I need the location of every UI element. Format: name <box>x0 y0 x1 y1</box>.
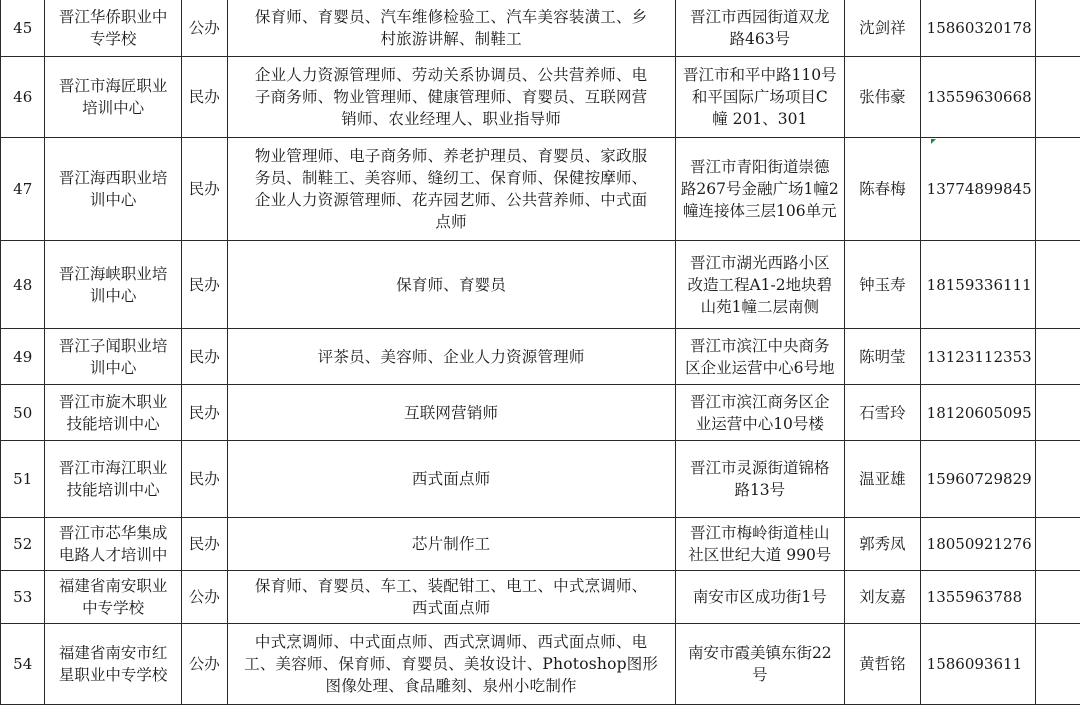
phone-cell[interactable]: 1586093611 <box>920 624 1035 705</box>
training-services-cell[interactable] <box>227 57 675 138</box>
institution-name-cell-line: 晋江子闻职业培 <box>58 336 168 355</box>
institution-name-cell[interactable] <box>45 329 181 385</box>
school-type-cell[interactable]: 公办 <box>181 624 227 705</box>
phone-cell[interactable]: 13559630668 <box>920 57 1035 138</box>
institution-name-cell[interactable] <box>45 138 181 241</box>
institution-name-cell-line: 技能培训中心 <box>66 481 160 499</box>
address-cell-line: 改造工程A1-2地块碧 <box>687 275 833 294</box>
training-services-cell-line: 中式烹调师、中式面点师、西式烹调师、西式面点师、电 <box>254 633 648 651</box>
institution-name-cell[interactable] <box>45 57 181 138</box>
row-number-cell[interactable]: 49 <box>1 329 45 385</box>
address-cell-line: 幢连接体三层106单元 <box>683 202 837 220</box>
training-services-cell-line: 企业人力资源管理师、劳动关系协调员、公共营养师、电 <box>254 66 648 84</box>
address-cell-line: 和平国际广场项目C <box>691 88 828 106</box>
institution-name-cell-line: 训中心 <box>89 286 137 305</box>
training-services-cell[interactable] <box>227 138 675 241</box>
address-cell-line: 社区世纪大道 990号 <box>688 546 832 564</box>
address-cell[interactable] <box>675 329 845 385</box>
school-type-cell[interactable]: 民办 <box>181 138 227 241</box>
training-services-cell[interactable] <box>227 624 675 705</box>
address-cell-line: 晋江市梅岭街道桂山 <box>690 524 830 542</box>
training-services-cell-line: 图像处理、食品雕刻、泉州小吃制作 <box>325 677 577 695</box>
institution-name-cell-line: 福建省南安职业 <box>58 577 168 595</box>
table-row[interactable] <box>1 241 1080 329</box>
table-row[interactable] <box>1 57 1080 138</box>
phone-cell[interactable]: 15960729829 <box>920 441 1035 518</box>
institution-name-cell[interactable] <box>45 385 181 441</box>
training-services-cell[interactable] <box>227 441 675 518</box>
address-cell-line: 业运营中心10号楼 <box>695 414 824 433</box>
address-cell[interactable] <box>675 441 845 518</box>
address-cell-line: 路267号金融广场1幢2 <box>680 180 839 198</box>
institution-name-cell-line: 训中心 <box>89 358 137 377</box>
empty-cell[interactable] <box>1035 329 1080 385</box>
table-row[interactable] <box>1 329 1080 385</box>
contact-person-cell[interactable]: 郭秀凤 <box>845 518 921 571</box>
table-body <box>1 0 1080 705</box>
address-cell-line: 路463号 <box>729 29 791 48</box>
phone-cell[interactable]: 1355963788 <box>920 571 1035 624</box>
contact-person-cell[interactable]: 陈春梅 <box>845 138 921 241</box>
institution-name-cell-line: 星职业中专学校 <box>58 666 168 684</box>
table-row[interactable] <box>1 138 1080 241</box>
institution-name-cell-line: 晋江市海江职业 <box>58 459 168 477</box>
institution-name-cell-line: 训中心 <box>89 191 137 209</box>
address-cell[interactable] <box>675 0 845 57</box>
address-cell-line: 路13号 <box>734 481 786 499</box>
address-cell-line: 南安市霞美镇东街22 <box>687 644 832 662</box>
empty-cell[interactable] <box>1035 385 1080 441</box>
institution-name-cell-line: 专学校 <box>89 29 137 48</box>
row-number-cell[interactable]: 54 <box>1 624 45 705</box>
institution-name-cell[interactable] <box>45 571 181 624</box>
address-cell-line: 晋江市西园街道双龙 <box>690 7 830 26</box>
phone-cell[interactable]: 18159336111 <box>920 241 1035 329</box>
address-cell-line: 区企业运营中心6号地 <box>685 358 835 377</box>
training-services-cell-line: 工、美容师、保育师、育婴员、美妆设计、Photoshop图形 <box>244 655 659 673</box>
address-cell[interactable] <box>675 518 845 571</box>
empty-cell[interactable] <box>1035 241 1080 329</box>
empty-cell[interactable] <box>1035 138 1080 241</box>
address-cell-line: 幢 201、301 <box>712 110 808 128</box>
table-row[interactable] <box>1 624 1080 705</box>
institution-name-cell[interactable] <box>45 0 181 57</box>
address-cell-line: 晋江市和平中路110号 <box>683 66 837 84</box>
address-cell-line: 晋江市滨江商务区企 <box>690 392 830 411</box>
address-cell-line: 南安市区成功街1号 <box>692 588 827 606</box>
row-number-cell[interactable]: 52 <box>1 518 45 571</box>
training-services-cell-line: 芯片制作工 <box>411 535 491 553</box>
training-services-cell-line: 子商务师、物业管理师、健康管理师、育婴员、互联网营 <box>254 88 648 106</box>
row-number-cell[interactable]: 51 <box>1 441 45 518</box>
school-type-cell[interactable]: 民办 <box>181 329 227 385</box>
training-services-cell-line: 互联网营销师 <box>404 403 499 422</box>
empty-cell[interactable] <box>1035 518 1080 571</box>
empty-cell[interactable] <box>1035 57 1080 138</box>
institution-name-cell-line: 福建省南安市红 <box>58 644 168 662</box>
institution-name-cell-line: 电路人才培训中 <box>58 546 168 564</box>
training-services-cell-line: 务员、制鞋工、美容师、缝纫工、保育师、保健按摩师、 <box>254 169 648 187</box>
address-cell[interactable] <box>675 138 845 241</box>
address-cell-line: 晋江市滨江中央商务 <box>690 336 830 355</box>
training-services-cell[interactable] <box>227 329 675 385</box>
training-services-cell[interactable] <box>227 241 675 329</box>
training-services-cell-line: 保育师、育婴员、车工、装配钳工、电工、中式烹调师、 <box>254 577 648 595</box>
row-number-cell[interactable]: 46 <box>1 57 45 138</box>
institution-name-cell-line: 晋江华侨职业中 <box>58 7 168 26</box>
empty-cell[interactable] <box>1035 441 1080 518</box>
training-services-cell[interactable] <box>227 0 675 57</box>
school-type-cell[interactable]: 民办 <box>181 385 227 441</box>
empty-cell[interactable] <box>1035 624 1080 705</box>
address-cell[interactable] <box>675 385 845 441</box>
phone-cell[interactable]: 15860320178 <box>920 0 1035 57</box>
training-services-cell-line: 企业人力资源管理师、花卉园艺师、公共营养师、中式面 <box>254 191 648 209</box>
row-number-cell[interactable]: 48 <box>1 241 45 329</box>
table-row[interactable] <box>1 571 1080 624</box>
school-type-cell[interactable]: 公办 <box>181 571 227 624</box>
row-number-cell[interactable]: 53 <box>1 571 45 624</box>
institution-name-cell-line: 晋江海峡职业培 <box>58 264 168 283</box>
institution-name-cell-line: 晋江海西职业培 <box>58 169 168 187</box>
institution-name-cell-line: 技能培训中心 <box>66 414 160 433</box>
row-number-cell[interactable]: 45 <box>1 0 45 57</box>
address-cell-line: 号 <box>752 666 768 684</box>
address-cell-line: 晋江市灵源街道锦格 <box>690 459 830 477</box>
institution-name-cell-line: 晋江市芯华集成 <box>58 524 168 542</box>
school-type-cell[interactable]: 公办 <box>181 0 227 57</box>
institution-name-cell-line: 晋江市旋木职业 <box>58 392 168 411</box>
institution-name-cell[interactable] <box>45 441 181 518</box>
training-services-cell-line: 保育师、育婴员 <box>396 275 507 294</box>
contact-person-cell[interactable]: 沈剑祥 <box>845 0 921 57</box>
institution-name-cell[interactable] <box>45 241 181 329</box>
training-services-cell-line: 保育师、育婴员、汽车维修检验工、汽车美容装潢工、乡 <box>254 7 648 26</box>
contact-person-cell[interactable]: 张伟豪 <box>845 57 921 138</box>
contact-person-cell[interactable]: 黄哲铭 <box>845 624 921 705</box>
contact-person-cell[interactable]: 温亚雄 <box>845 441 921 518</box>
training-services-cell-line: 评茶员、美容师、企业人力资源管理师 <box>317 347 585 366</box>
address-cell-line: 晋江市湖光西路小区 <box>690 253 830 272</box>
training-services-cell-line: 点师 <box>435 213 467 231</box>
institution-name-cell-line: 培训中心 <box>82 99 145 117</box>
address-cell-line: 晋江市青阳街道崇德 <box>690 158 830 176</box>
address-cell[interactable] <box>675 624 845 705</box>
school-type-cell[interactable]: 民办 <box>181 518 227 571</box>
contact-person-cell[interactable]: 钟玉寿 <box>845 241 921 329</box>
school-type-cell[interactable]: 民办 <box>181 441 227 518</box>
training-services-cell-line: 物业管理师、电子商务师、养老护理员、育婴员、家政服 <box>254 147 648 165</box>
school-type-cell[interactable]: 民办 <box>181 57 227 138</box>
row-number-cell[interactable]: 47 <box>1 138 45 241</box>
address-cell[interactable] <box>675 57 845 138</box>
institution-name-cell[interactable] <box>45 518 181 571</box>
table-row[interactable] <box>1 441 1080 518</box>
contact-person-cell[interactable]: 陈明莹 <box>845 329 921 385</box>
training-services-cell[interactable] <box>227 518 675 571</box>
address-cell-line: 山苑1幢二层南侧 <box>700 297 819 316</box>
institution-name-cell-line: 中专学校 <box>82 599 145 617</box>
phone-cell[interactable]: 18120605095 <box>920 385 1035 441</box>
row-number-cell[interactable]: 50 <box>1 385 45 441</box>
table-row[interactable] <box>1 518 1080 571</box>
training-services-cell-line: 西式面点师 <box>411 470 491 488</box>
institution-name-cell-line: 晋江市海匠职业 <box>58 77 168 95</box>
contact-person-cell[interactable]: 石雪玲 <box>845 385 921 441</box>
table-row[interactable] <box>1 385 1080 441</box>
empty-cell[interactable] <box>1035 571 1080 624</box>
school-type-cell[interactable]: 民办 <box>181 241 227 329</box>
empty-cell[interactable] <box>1035 0 1080 57</box>
training-services-cell-line: 销师、农业经理人、职业指导师 <box>341 110 562 128</box>
training-services-cell[interactable] <box>227 571 675 624</box>
cell-comment-marker <box>931 139 936 144</box>
training-services-cell[interactable] <box>227 385 675 441</box>
table-row[interactable] <box>1 0 1080 57</box>
contact-person-cell[interactable]: 刘友嘉 <box>845 571 921 624</box>
phone-cell[interactable]: 13123112353 <box>920 329 1035 385</box>
training-services-cell-line: 村旅游讲解、制鞋工 <box>380 29 522 48</box>
address-cell[interactable] <box>675 241 845 329</box>
training-services-cell-line: 西式面点师 <box>411 599 491 617</box>
phone-cell[interactable]: 18050921276 <box>920 518 1035 571</box>
institution-name-cell[interactable] <box>45 624 181 705</box>
address-cell[interactable] <box>675 571 845 624</box>
phone-cell[interactable]: 13774899845 <box>920 138 1035 241</box>
